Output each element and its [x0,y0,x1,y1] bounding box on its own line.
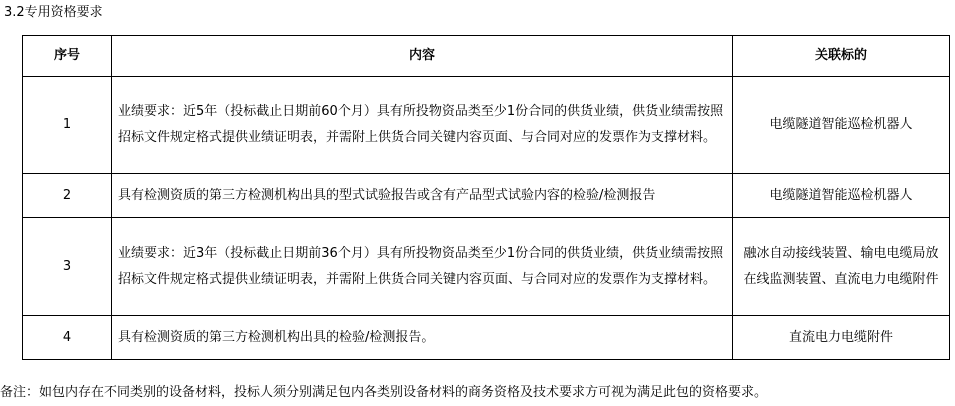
row-related: 电缆隧道智能巡检机器人 [733,77,950,174]
header-number: 序号 [23,36,112,77]
footnote: 备注：如包内存在不同类别的设备材料，投标人须分别满足包内各类别设备材料的商务资格及技术要求方可视为满足此包的资格要求。 [0,385,768,400]
row-number: 3 [23,218,112,316]
section-title: 3.2专用资格要求 [4,5,103,20]
row-number: 1 [23,77,112,174]
header-related: 关联标的 [733,36,950,77]
header-content: 内容 [112,36,733,77]
table-row [23,77,950,174]
row-number: 2 [23,174,112,218]
table-row [23,174,950,218]
row-related: 电缆隧道智能巡检机器人 [733,174,950,218]
row-content: 具有检测资质的第三方检测机构出具的检验/检测报告。 [112,316,733,360]
row-number: 4 [23,316,112,360]
qualification-table [22,35,950,360]
row-content: 业绩要求：近5年（投标截止日期前60个月）具有所投物资品类至少1份合同的供货业绩，供货业绩需按照招标文件规定格式提供业绩证明表，并需附上供货合同关键内容页面、与合同对应的发票作为支撑材料。 [112,77,733,174]
row-content: 具有检测资质的第三方检测机构出具的型式试验报告或含有产品型式试验内容的检验/检测报告 [112,174,733,218]
table-header-row [23,36,950,77]
row-related: 融冰自动接线装置、输电电缆局放在线监测装置、直流电力电缆附件 [733,218,950,316]
row-related: 直流电力电缆附件 [733,316,950,360]
row-content: 业绩要求：近3年（投标截止日期前36个月）具有所投物资品类至少1份合同的供货业绩，供货业绩需按照招标文件规定格式提供业绩证明表，并需附上供货合同关键内容页面、与合同对应的发票作为支撑材料。 [112,218,733,316]
table-row [23,218,950,316]
table-row [23,316,950,360]
